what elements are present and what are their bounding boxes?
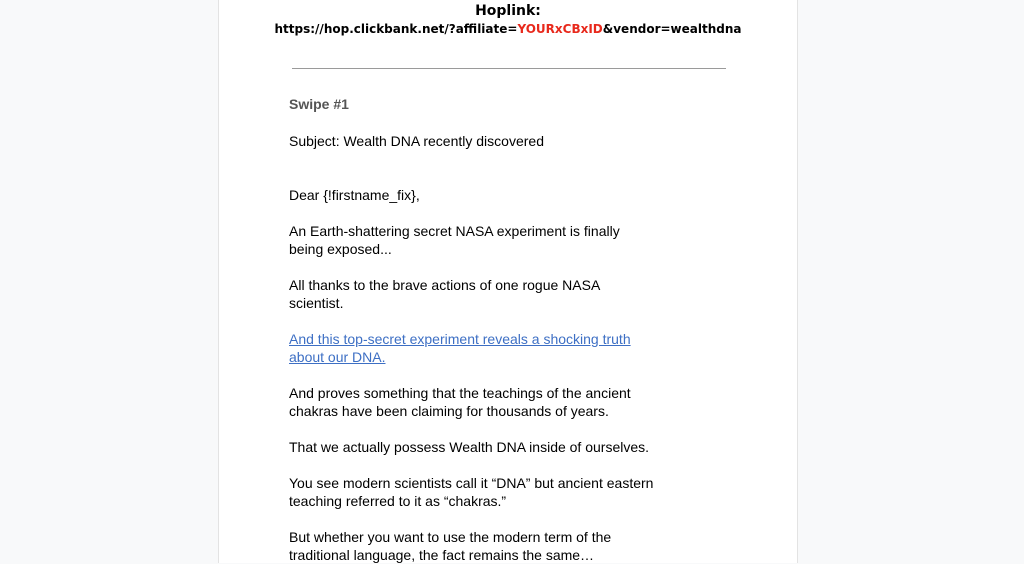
paragraph-line: But whether you want to use the modern term of the <box>289 529 612 545</box>
email-paragraph-5 <box>289 474 669 510</box>
email-subject: Subject: Wealth DNA recently discovered <box>289 133 544 149</box>
document-page <box>218 0 798 563</box>
horizontal-divider <box>292 68 726 69</box>
email-greeting: Dear {!firstname_fix}, <box>289 187 420 203</box>
paragraph-line: chakras have been claiming for thousands of years. <box>289 403 609 419</box>
paragraph-line: being exposed... <box>289 241 392 257</box>
email-paragraph-3 <box>289 384 669 420</box>
email-paragraph-2 <box>289 276 669 312</box>
secret-experiment-link[interactable]: And this top-secret experiment reveals a shocking truth <box>289 331 631 347</box>
swipe-heading: Swipe #1 <box>289 96 349 112</box>
secret-experiment-link[interactable]: about our DNA. <box>289 349 386 365</box>
hoplink-url[interactable] <box>219 21 797 38</box>
paragraph-line: teaching referred to it as “chakras.” <box>289 493 507 509</box>
email-paragraph-6 <box>289 528 669 564</box>
paragraph-line: An Earth-shattering secret NASA experiment is finally <box>289 223 620 239</box>
email-paragraph-1 <box>289 222 669 258</box>
paragraph-line: You see modern scientists call it “DNA” but ancient eastern <box>289 475 654 491</box>
email-paragraph-4: That we actually possess Wealth DNA inside of ourselves. <box>289 439 650 455</box>
hoplink-title: Hoplink: <box>475 3 541 19</box>
affiliate-id-placeholder: YOURxCBxID <box>517 22 603 36</box>
hoplink-url-suffix: &vendor=wealthdna <box>602 22 742 36</box>
hoplink-url-prefix: https://hop.clickbank.net/?affiliate= <box>274 22 518 36</box>
paragraph-line: All thanks to the brave actions of one rogue NASA <box>289 277 601 293</box>
email-link-paragraph[interactable] <box>289 330 669 366</box>
paragraph-line: And proves something that the teachings of the ancient <box>289 385 631 401</box>
paragraph-line: scientist. <box>289 295 344 311</box>
paragraph-line: traditional language, the fact remains the same… <box>289 547 595 563</box>
